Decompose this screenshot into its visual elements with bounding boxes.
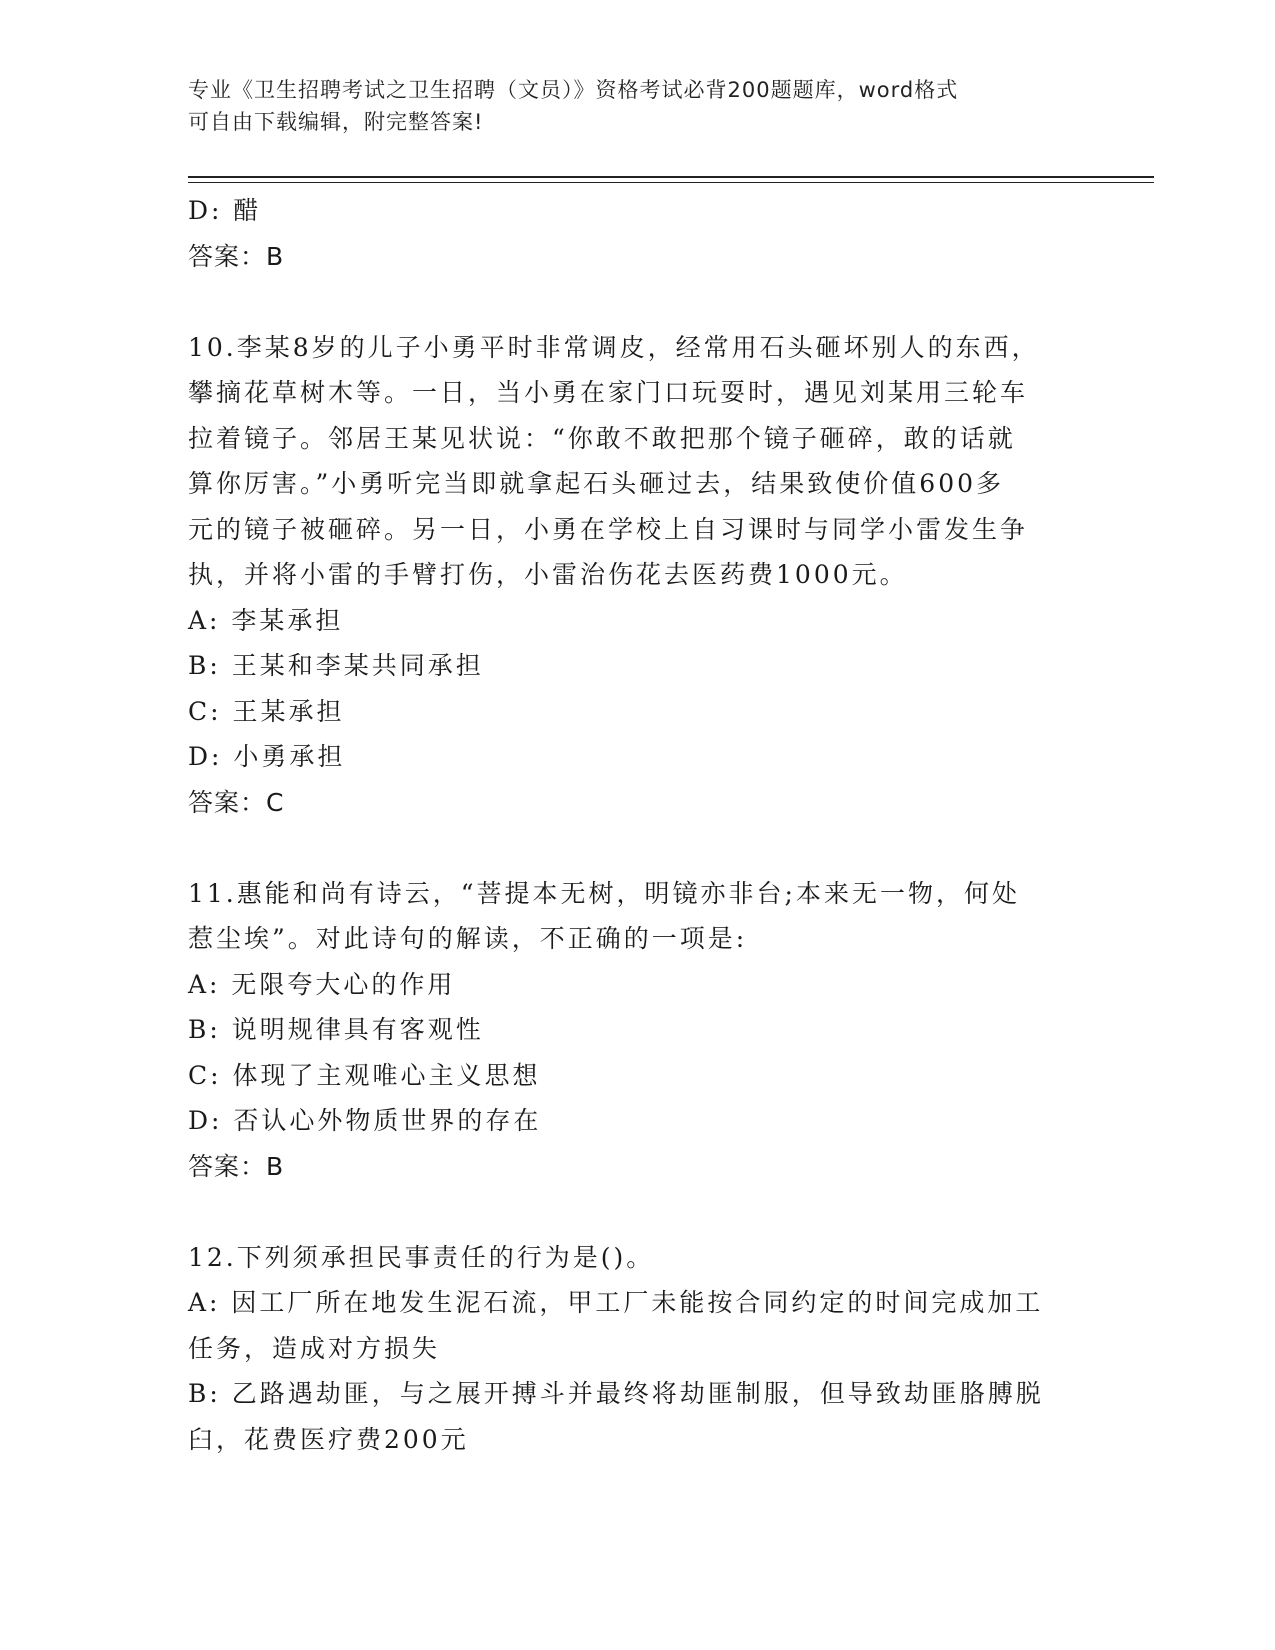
- question-10-line: 10.李某8岁的儿子小勇平时非常调皮，经常用石头砸坏别人的东西，: [188, 332, 1040, 362]
- question-11: [188, 871, 1088, 1190]
- prev-answer: 答案：B: [188, 241, 285, 271]
- spacer: [188, 1189, 1088, 1235]
- question-11-line: 惹尘埃”。对此诗句的解读，不正确的一项是:: [188, 924, 748, 953]
- question-10-option-c: C: 王某承担: [188, 696, 345, 726]
- prev-option-d: D: 醋: [188, 196, 262, 225]
- question-12: [188, 1235, 1088, 1463]
- question-10-option-d: D: 小勇承担: [188, 742, 346, 771]
- question-10: [188, 325, 1088, 826]
- question-10-line: 算你厉害。”小勇听完当即就拿起石头砸过去，结果致使价值600多: [188, 469, 1005, 498]
- question-10-answer: 答案：C: [188, 787, 285, 817]
- question-10-line: 攀摘花草树木等。一日，当小勇在家门口玩耍时，遇见刘某用三轮车: [188, 378, 1029, 407]
- question-10-option-a: A: 李某承担: [188, 605, 344, 635]
- question-10-line: 拉着镜子。邻居王某见状说：“你敢不敢把那个镜子砸碎，敢的话就: [188, 423, 1016, 453]
- header-rule-thin: [188, 182, 1154, 183]
- question-11-answer: 答案：B: [188, 1151, 285, 1181]
- question-12-option-a-cont: 任务，造成对方损失: [188, 1333, 441, 1363]
- spacer: [188, 279, 1088, 325]
- question-content: [188, 188, 1088, 1462]
- question-10-line: 元的镜子被砸碎。另一日，小勇在学校上自习课时与同学小雷发生争: [188, 514, 1029, 544]
- question-11-option-d: D: 否认心外物质世界的存在: [188, 1106, 542, 1135]
- question-12-line: 12.下列须承担民事责任的行为是()。: [188, 1242, 655, 1272]
- question-11-line: 11.惠能和尚有诗云，“菩提本无树，明镜亦非台;本来无一物，何处: [188, 878, 1020, 908]
- question-10-option-b: B: 王某和李某共同承担: [188, 651, 484, 680]
- header-rule-thick: [188, 176, 1154, 178]
- question-11-option-b: B: 说明规律具有客观性: [188, 1015, 484, 1044]
- question-11-option-c: C: 体现了主观唯心主义思想: [188, 1060, 541, 1090]
- header-line-2: 可自由下载编辑，附完整答案!: [188, 110, 484, 134]
- question-12-option-b: B: 乙路遇劫匪，与之展开搏斗并最终将劫匪制服，但导致劫匪胳膊脱: [188, 1379, 1044, 1408]
- header-line-1: 专业《卫生招聘考试之卫生招聘（文员）》资格考试必背200题题库，word格式: [188, 78, 959, 102]
- question-11-option-a: A: 无限夸大心的作用: [188, 969, 456, 999]
- question-12-option-b-cont: 臼，花费医疗费200元: [188, 1424, 469, 1454]
- document-header: [188, 74, 1068, 138]
- spacer: [188, 825, 1088, 871]
- question-12-option-a: A: 因工厂所在地发生泥石流，甲工厂未能按合同约定的时间完成加工: [188, 1288, 1044, 1317]
- question-10-line: 执，并将小雷的手臂打伤，小雷治伤花去医药费1000元。: [188, 560, 908, 589]
